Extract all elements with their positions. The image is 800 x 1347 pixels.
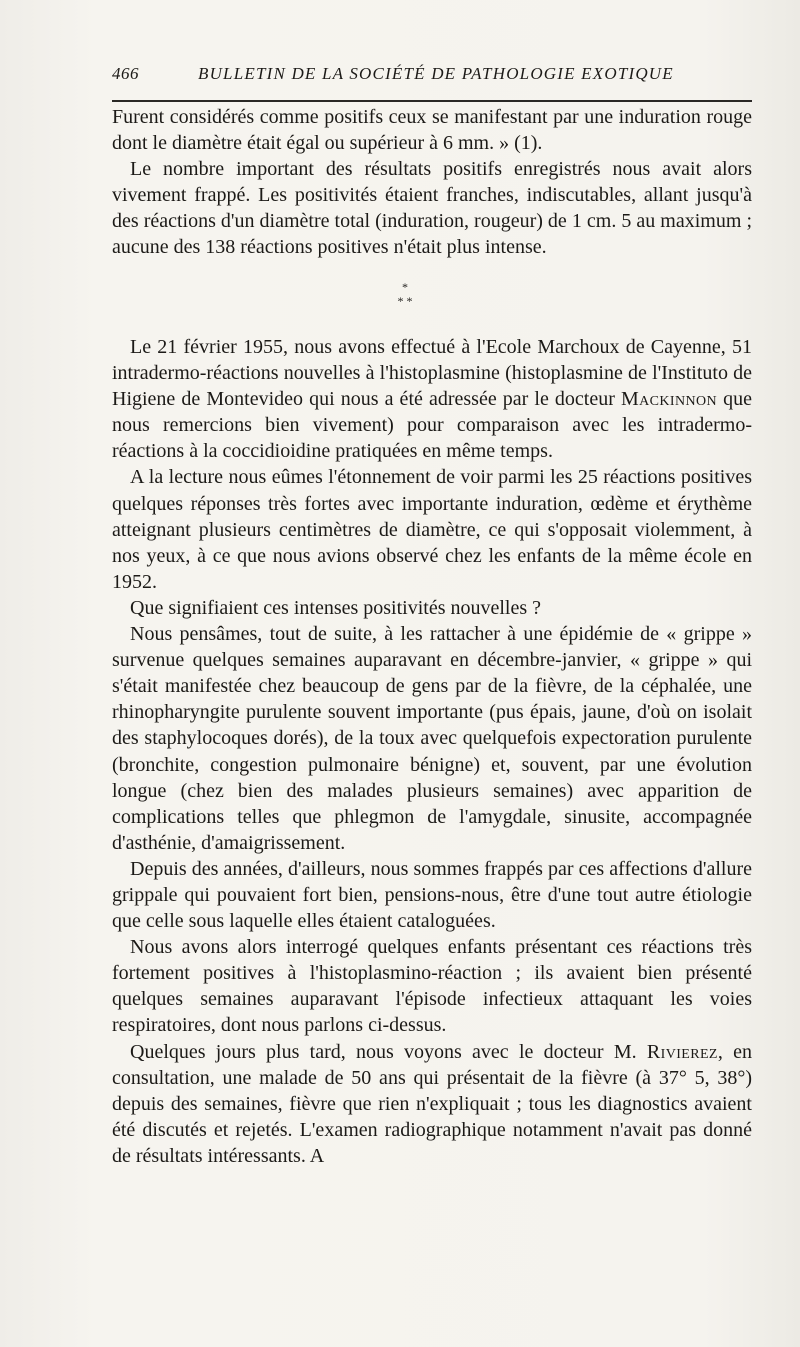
paragraph-7: Depuis des années, d'ailleurs, nous sommes frappés par ces affections d'allure grippale qui pouvaient fort bien, pensions-nous, être d'une tout autre étiologie que celle sous laquelle elles étaient cataloguées. xyxy=(112,857,752,933)
paragraph-3: Le 21 février 1955, nous avons effectué à l'Ecole Marchoux de Cayenne, 51 intradermo-réactions nouvelles à l'histoplasmine (histoplasmine de l'Instituto de Higiene de Montevideo qui nous a été adressée par le docteur Mackinnon que nous remercions bien vivement) pour comparaison avec les intradermo-réactions à la coccidioidine pratiquées en même temps. xyxy=(112,336,752,463)
section-2 xyxy=(112,334,752,1169)
paragraph-2: Le nombre important des résultats positifs enregistrés nous avait alors vivement frappé. Les positivités étaient franches, indiscutables, allant jusqu'à des réactions d'un diamètre total (induration, rougeur) de 1 cm. 5 au maximum ; aucune des 138 réactions positives n'était plus intense. xyxy=(112,158,752,258)
paragraph-4: A la lecture nous eûmes l'étonnement de voir parmi les 25 réactions positives quelques réponses très fortes avec importante induration, œdème et érythème atteignant plusieurs centimètres de diamètre, ce qui s'opposait violemment, à nos yeux, à ce que nous avions observé chez les enfants de la même école en 1952. xyxy=(112,466,752,593)
separator-top-star: * xyxy=(402,280,408,294)
paragraph-6: Nous pensâmes, tout de suite, à les rattacher à une épidémie de « grippe » survenue quelques semaines auparavant en décembre-janvier, « grippe » qui s'était manifestée chez beaucoup de gens par de la fièvre, de la céphalée, une rhinopharyngite purulente souvent importante (pus épais, jaune, d'où on isolait des staphylocoques dorés), de la toux avec quelquefois expectoration purulente (bronchite, congestion pulmonaire bénigne) et, souvent, par une évolution longue (chez bien des malades plusieurs semaines) avec apparition de complications telles que phlegmon de l'amygdale, sinusite, accompagnée d'asthénie, d'amaigrissement. xyxy=(112,623,752,854)
author-name-mackinnon: Mackinnon xyxy=(620,388,718,411)
author-name-rivierez: Rivierez xyxy=(646,1040,718,1063)
paragraph-8: Nous avons alors interrogé quelques enfants présentant ces réactions très fortement positives à l'histoplasmino-réaction ; ils avaient bien présenté quelques semaines auparavant l'épisode infectieux attaquant les voies respiratoires, dont nous parlons ci-dessus. xyxy=(112,936,752,1037)
header-rule xyxy=(112,100,752,102)
separator-bottom-stars: * * xyxy=(397,294,413,308)
section-separator xyxy=(380,280,430,314)
paragraph-5: Que signifiaient ces intenses positivités nouvelles ? xyxy=(130,596,542,619)
page-number: 466 xyxy=(112,64,139,83)
section-1 xyxy=(112,104,752,260)
paragraph-9: Quelques jours plus tard, nous voyons avec le docteur M. Rivierez, en consultation, une malade de 50 ans qui présentait de la fièvre (à 37° 5, 38°) depuis des semaines, fièvre que rien n'expliquait ; tous les diagnostics avaient été discutés et rejetés. L'examen radiographique notamment n'avait pas donné de résultats intéressants. A xyxy=(112,1040,752,1167)
journal-title: BULLETIN DE LA SOCIÉTÉ DE PATHOLOGIE EXOTIQUE xyxy=(198,64,674,83)
running-head xyxy=(112,62,752,98)
paragraph-1: Furent considérés comme positifs ceux se manifestant par une induration rouge dont le diamètre était égal ou supérieur à 6 mm. » (1). xyxy=(112,106,752,154)
